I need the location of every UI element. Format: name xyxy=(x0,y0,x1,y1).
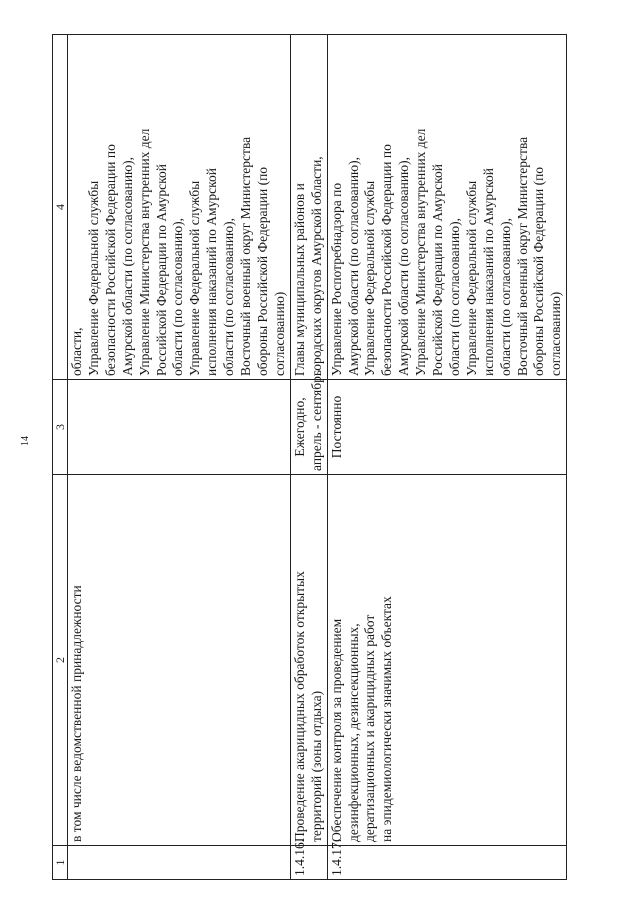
cell-executors xyxy=(68,35,291,380)
cell-task-line: Проведение акарицидных обработок открытых xyxy=(291,571,307,842)
cell-number xyxy=(68,846,291,880)
cell-executors-line: городских округов Амурской области, xyxy=(308,156,324,376)
cell-executors-line: области (по согласованию), xyxy=(170,217,186,376)
page-number: 14 xyxy=(20,436,31,446)
cell-task-line: дератизационных и акарицидных работ xyxy=(362,614,378,842)
cell-task xyxy=(290,475,327,846)
cell-task-line: территорий (зоны отдыха) xyxy=(308,690,324,842)
cell-executors-line: Амурской области (по согласованию), xyxy=(396,156,412,376)
cell-task-line: в том числе ведомственной принадлежности xyxy=(69,585,84,842)
cell-executors-line: Российской Федерации по Амурской xyxy=(153,163,169,376)
cell-executors-line: Управление Роспотребнадзора по xyxy=(328,182,344,376)
cell-task-line: Обеспечение контроля за проведением xyxy=(328,618,344,842)
header-row xyxy=(53,35,68,880)
cell-executors-line: Российской Федерации по Амурской xyxy=(430,163,446,376)
cell-task-line: на эпидемиологически значимых объектах xyxy=(379,596,395,842)
cell-number: 1.4.17. xyxy=(327,846,567,880)
rotated-table-container xyxy=(52,35,567,880)
cell-term xyxy=(327,380,567,475)
cell-executors-line: области (по согласованию), xyxy=(497,217,513,376)
cell-executors xyxy=(327,35,567,380)
cell-executors-line: согласованию) xyxy=(271,291,287,376)
cell-executors-line: Главы муниципальных районов и xyxy=(291,183,307,376)
table-row xyxy=(327,35,567,880)
table-row xyxy=(290,35,327,880)
header-col-3: 3 xyxy=(53,380,68,475)
cell-executors-line: Восточный военный округ Министерства xyxy=(514,136,530,376)
cell-executors-line: Управление Федеральной службы xyxy=(463,180,479,376)
cell-executors-line: Амурской области (по согласованию), xyxy=(345,156,361,376)
cell-term xyxy=(290,370,327,475)
cell-executors-line: согласованию) xyxy=(548,291,564,376)
cell-term-line: апрель - сентябрь xyxy=(308,370,324,471)
cell-executors-line: Управление Министерства внутренних дел xyxy=(136,128,152,376)
cell-task xyxy=(327,475,567,846)
cell-number: 1.4.16. xyxy=(290,846,327,880)
cell-executors-line: области (по согласованию), xyxy=(446,217,462,376)
cell-executors-line: Управление Федеральной службы xyxy=(85,180,101,376)
header-col-1: 1 xyxy=(53,846,68,880)
cell-term-line: Постоянно xyxy=(328,395,344,459)
cell-executors-line: Управление Федеральной службы xyxy=(362,180,378,376)
cell-executors-line: Управление Федеральной службы xyxy=(187,180,203,376)
header-col-4: 4 xyxy=(53,35,68,380)
cell-executors-line: Управление Министерства внутренних дел xyxy=(413,128,429,376)
cell-executors-line: области (по согласованию), xyxy=(221,217,237,376)
cell-executors-line: безопасности Российской Федерации по xyxy=(379,144,395,376)
cell-term xyxy=(68,380,291,475)
plan-table xyxy=(52,34,567,880)
cell-executors-line: исполнения наказаний по Амурской xyxy=(204,168,220,376)
cell-executors-line: безопасности Российской Федерации по xyxy=(102,144,118,376)
cell-executors-line: обороны Российской Федерации (по xyxy=(254,166,270,376)
cell-task-line: дезинфекционных, дезинсекционных, xyxy=(345,623,361,842)
table-row xyxy=(68,35,291,880)
cell-executors-line: Амурской области (по согласованию), xyxy=(119,156,135,376)
cell-executors-line: исполнения наказаний по Амурской xyxy=(480,168,496,376)
header-col-2: 2 xyxy=(53,475,68,846)
cell-executors-line: области, xyxy=(69,327,84,376)
cell-task xyxy=(68,475,291,846)
cell-executors-line: Восточный военный округ Министерства xyxy=(238,136,254,376)
cell-term-line: Ежегодно, xyxy=(291,397,307,457)
cell-executors xyxy=(290,35,327,380)
cell-executors-line: обороны Российской Федерации (по xyxy=(531,166,547,376)
